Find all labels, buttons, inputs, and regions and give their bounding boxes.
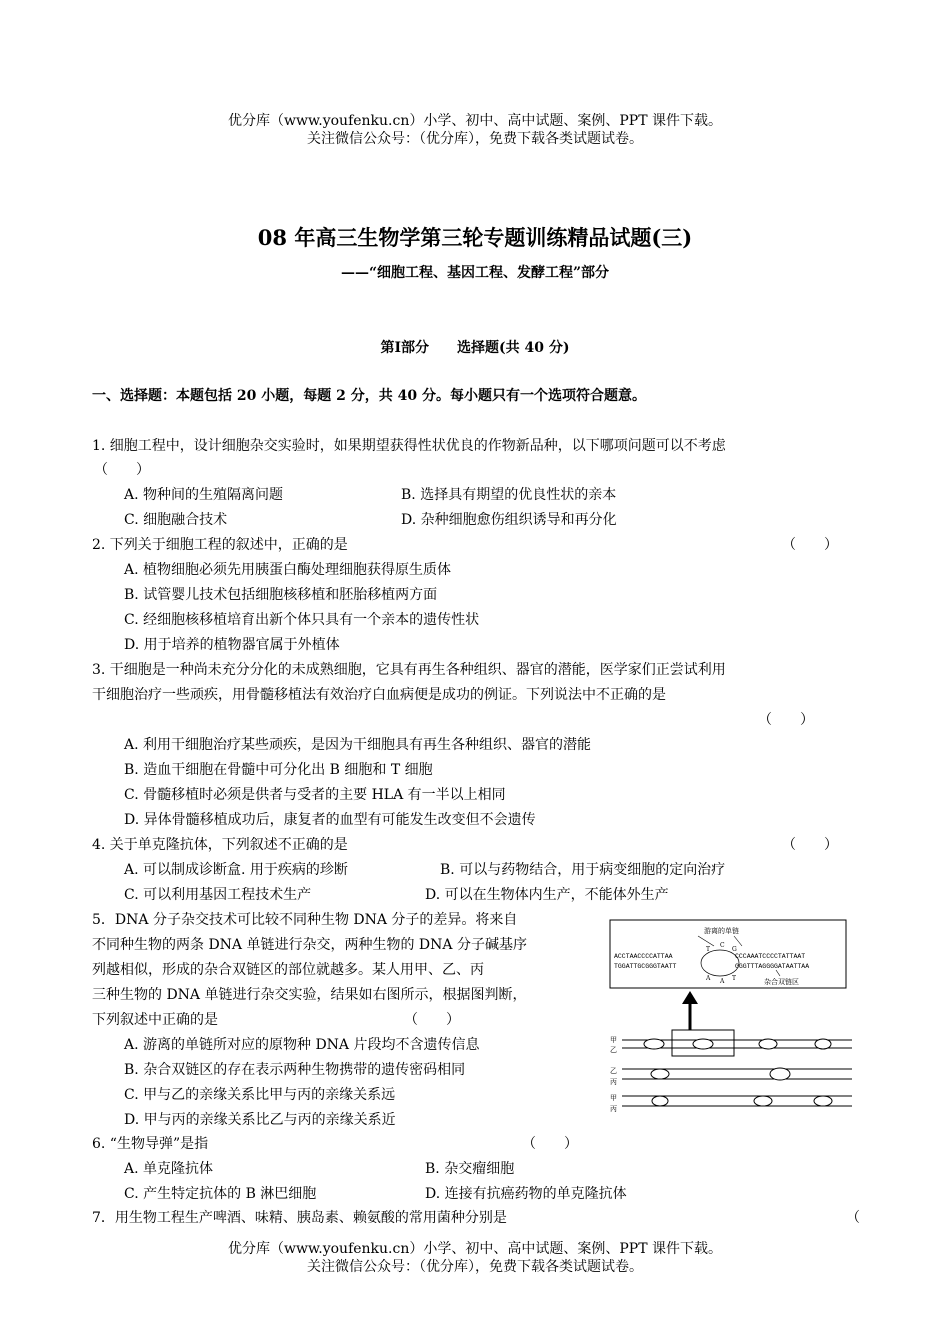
footer-line-2: 关注微信公众号：（优分库），免费下载各类试题试卷。	[307, 1259, 643, 1275]
question-4-stem: 4. 关于单克隆抗体，下列叙述不正确的是	[92, 837, 348, 853]
loop-letter: T	[732, 975, 737, 982]
question-6-option-c: C. 产生特定抗体的 B 淋巴细胞	[124, 1186, 317, 1202]
question-5-option-b: B. 杂合双链区的存在表示两种生物携带的遗传密码相同	[124, 1062, 466, 1078]
page-subtitle: ——“细胞工程、基因工程、发酵工程”部分	[340, 265, 610, 281]
question-1-option-c: C. 细胞融合技术	[124, 512, 228, 528]
dna-hybridization-figure	[608, 918, 854, 1128]
question-6-option-b: B. 杂交瘤细胞	[425, 1161, 515, 1177]
question-6-stem: 6. “生物导弹”是指	[92, 1136, 209, 1152]
hybrid-region-label: 杂合双链区	[764, 979, 799, 986]
header-line-1: 优分库（www.youfenku.cn）小学、初中、高中试题、案例、PPT 课件下载。	[227, 113, 722, 129]
sequence-bottom-left: TGGATTGCGGGTAATT	[614, 963, 677, 970]
question-5-option-a: A. 游离的单链所对应的原物种 DNA 片段均不含遗传信息	[124, 1037, 480, 1053]
row-label-yi-1: 乙	[610, 1047, 617, 1054]
loop-letter: A	[706, 975, 711, 982]
question-6-option-a: A. 单克隆抗体	[124, 1161, 214, 1177]
question-4-paren: （ ）	[782, 837, 838, 853]
row-label-yi-2: 乙	[610, 1068, 617, 1075]
question-5-stem-line-5: 下列叙述中正确的是	[92, 1012, 218, 1028]
row-label-jia-1: 甲	[610, 1037, 617, 1044]
question-3-option-a: A. 利用干细胞治疗某些顽疾，是因为干细胞具有再生各种组织、器官的潜能	[124, 737, 592, 753]
question-5-option-c: C. 甲与乙的亲缘关系比甲与丙的亲缘关系远	[124, 1087, 396, 1103]
question-6-option-d: D. 连接有抗癌药物的单克隆抗体	[425, 1186, 627, 1202]
question-5-stem-line-1: 5．DNA 分子杂交技术可比较不同种生物 DNA 分子的差异。将来自	[92, 912, 518, 928]
page-title: 08 年高三生物学第三轮专题训练精品试题(三)	[257, 225, 693, 250]
question-3-stem-line-1: 3. 干细胞是一种尚未充分分化的未成熟细胞，它具有再生各种组织、器官的潜能，医学家们正尝试利用	[92, 662, 726, 678]
question-2-option-b: B. 试管婴儿技术包括细胞核移植和胚胎移植两方面	[124, 587, 438, 603]
question-6-paren: （ ）	[522, 1136, 578, 1152]
loop-ellipse	[701, 950, 739, 976]
free-strand-label: 游离的单链	[704, 928, 739, 935]
section-heading: 一、选择题：本题包括 20 小题，每题 2 分，共 40 分。每小题只有一个选项符合题意。	[92, 388, 646, 404]
question-5-stem-line-2: 不同种生物的两条 DNA 单链进行杂交，两种生物的 DNA 分子碱基序	[92, 937, 527, 953]
question-3-option-d: D. 异体骨髓移植成功后，康复者的血型有可能发生改变但不会遗传	[124, 812, 536, 828]
question-7-paren: （	[846, 1210, 860, 1226]
loop-letter: T	[706, 946, 711, 953]
loop-letter: A	[720, 978, 725, 985]
question-3-option-b: B. 造血干细胞在骨髓中可分化出 B 细胞和 T 细胞	[124, 762, 433, 778]
question-1-paren: （ ）	[94, 462, 150, 478]
question-4-option-d: D. 可以在生物体内生产，不能体外生产	[425, 887, 669, 903]
question-4-option-c: C. 可以利用基因工程技术生产	[124, 887, 312, 903]
question-5-option-d: D. 甲与丙的亲缘关系比乙与丙的亲缘关系近	[124, 1112, 396, 1128]
question-4-option-b: B. 可以与药物结合，用于病变细胞的定向治疗	[440, 862, 726, 878]
question-3-stem-line-2: 干细胞治疗一些顽疾，用骨髓移植法有效治疗白血病便是成功的例证。下列说法中不正确的是	[92, 687, 666, 703]
question-1-option-a: A. 物种间的生殖隔离问题	[124, 487, 284, 503]
question-5-stem-line-3: 列越相似，形成的杂合双链区的部位就越多。某人用甲、乙、丙	[92, 962, 484, 978]
question-1-option-b: B. 选择具有期望的优良性状的亲本	[401, 487, 617, 503]
question-2-option-c: C. 经细胞核移植培育出新个体只具有一个亲本的遗传性状	[124, 612, 480, 628]
dna-hybridization-diagram	[608, 918, 854, 1128]
pointer-arrow-head	[682, 991, 698, 1004]
question-5-paren: （ ）	[404, 1012, 460, 1028]
row-label-jia-2: 甲	[610, 1095, 617, 1102]
question-3-paren: （ ）	[758, 712, 814, 728]
sequence-top-left: ACCTAACCCCATTAA	[614, 953, 673, 960]
footer-line-1: 优分库（www.youfenku.cn）小学、初中、高中试题、案例、PPT 课件下载。	[227, 1241, 722, 1257]
part-heading: 第Ⅰ部分 选择题(共 40 分)	[380, 340, 570, 356]
question-1-option-d: D. 杂种细胞愈伤组织诱导和再分化	[401, 512, 617, 528]
question-7-stem: 7．用生物工程生产啤酒、味精、胰岛素、赖氨酸的常用菌种分别是	[92, 1210, 507, 1226]
row-label-bing-2: 丙	[610, 1106, 617, 1113]
sequence-bottom-right: GGGTTTAGGGGATAATTAA	[735, 963, 810, 970]
question-5-stem-line-4: 三种生物的 DNA 单链进行杂交实验，结果如右图所示，根据图判断，	[92, 987, 527, 1003]
row-label-bing-1: 丙	[610, 1079, 617, 1086]
loop-letter: C	[720, 942, 725, 949]
loop-letter: G	[732, 946, 737, 953]
hybrid-pair-jia-yi	[622, 1039, 852, 1049]
header-line-2: 关注微信公众号：（优分库），免费下载各类试题试卷。	[307, 131, 643, 147]
sequence-top-right: CCCAAATCCCCTATTAAT	[735, 953, 806, 960]
question-4-option-a: A. 可以制成诊断盒. 用于疾病的珍断	[124, 862, 348, 878]
question-3-option-c: C. 骨髓移植时必须是供者与受者的主要 HLA 有一半以上相同	[124, 787, 506, 803]
question-2-option-a: A. 植物细胞必须先用胰蛋白酶处理细胞获得原生质体	[124, 562, 452, 578]
question-2-option-d: D. 用于培养的植物器官属于外植体	[124, 637, 340, 653]
hybrid-pair-jia-bing	[622, 1096, 852, 1106]
question-1-stem: 1. 细胞工程中，设计细胞杂交实验时，如果期望获得性状优良的作物新品种，以下哪项问题可以不考虑	[92, 438, 726, 454]
hybrid-pair-yi-bing	[622, 1068, 852, 1080]
question-2-paren: （ ）	[782, 537, 838, 553]
question-2-stem: 2. 下列关于细胞工程的叙述中，正确的是	[92, 537, 348, 553]
